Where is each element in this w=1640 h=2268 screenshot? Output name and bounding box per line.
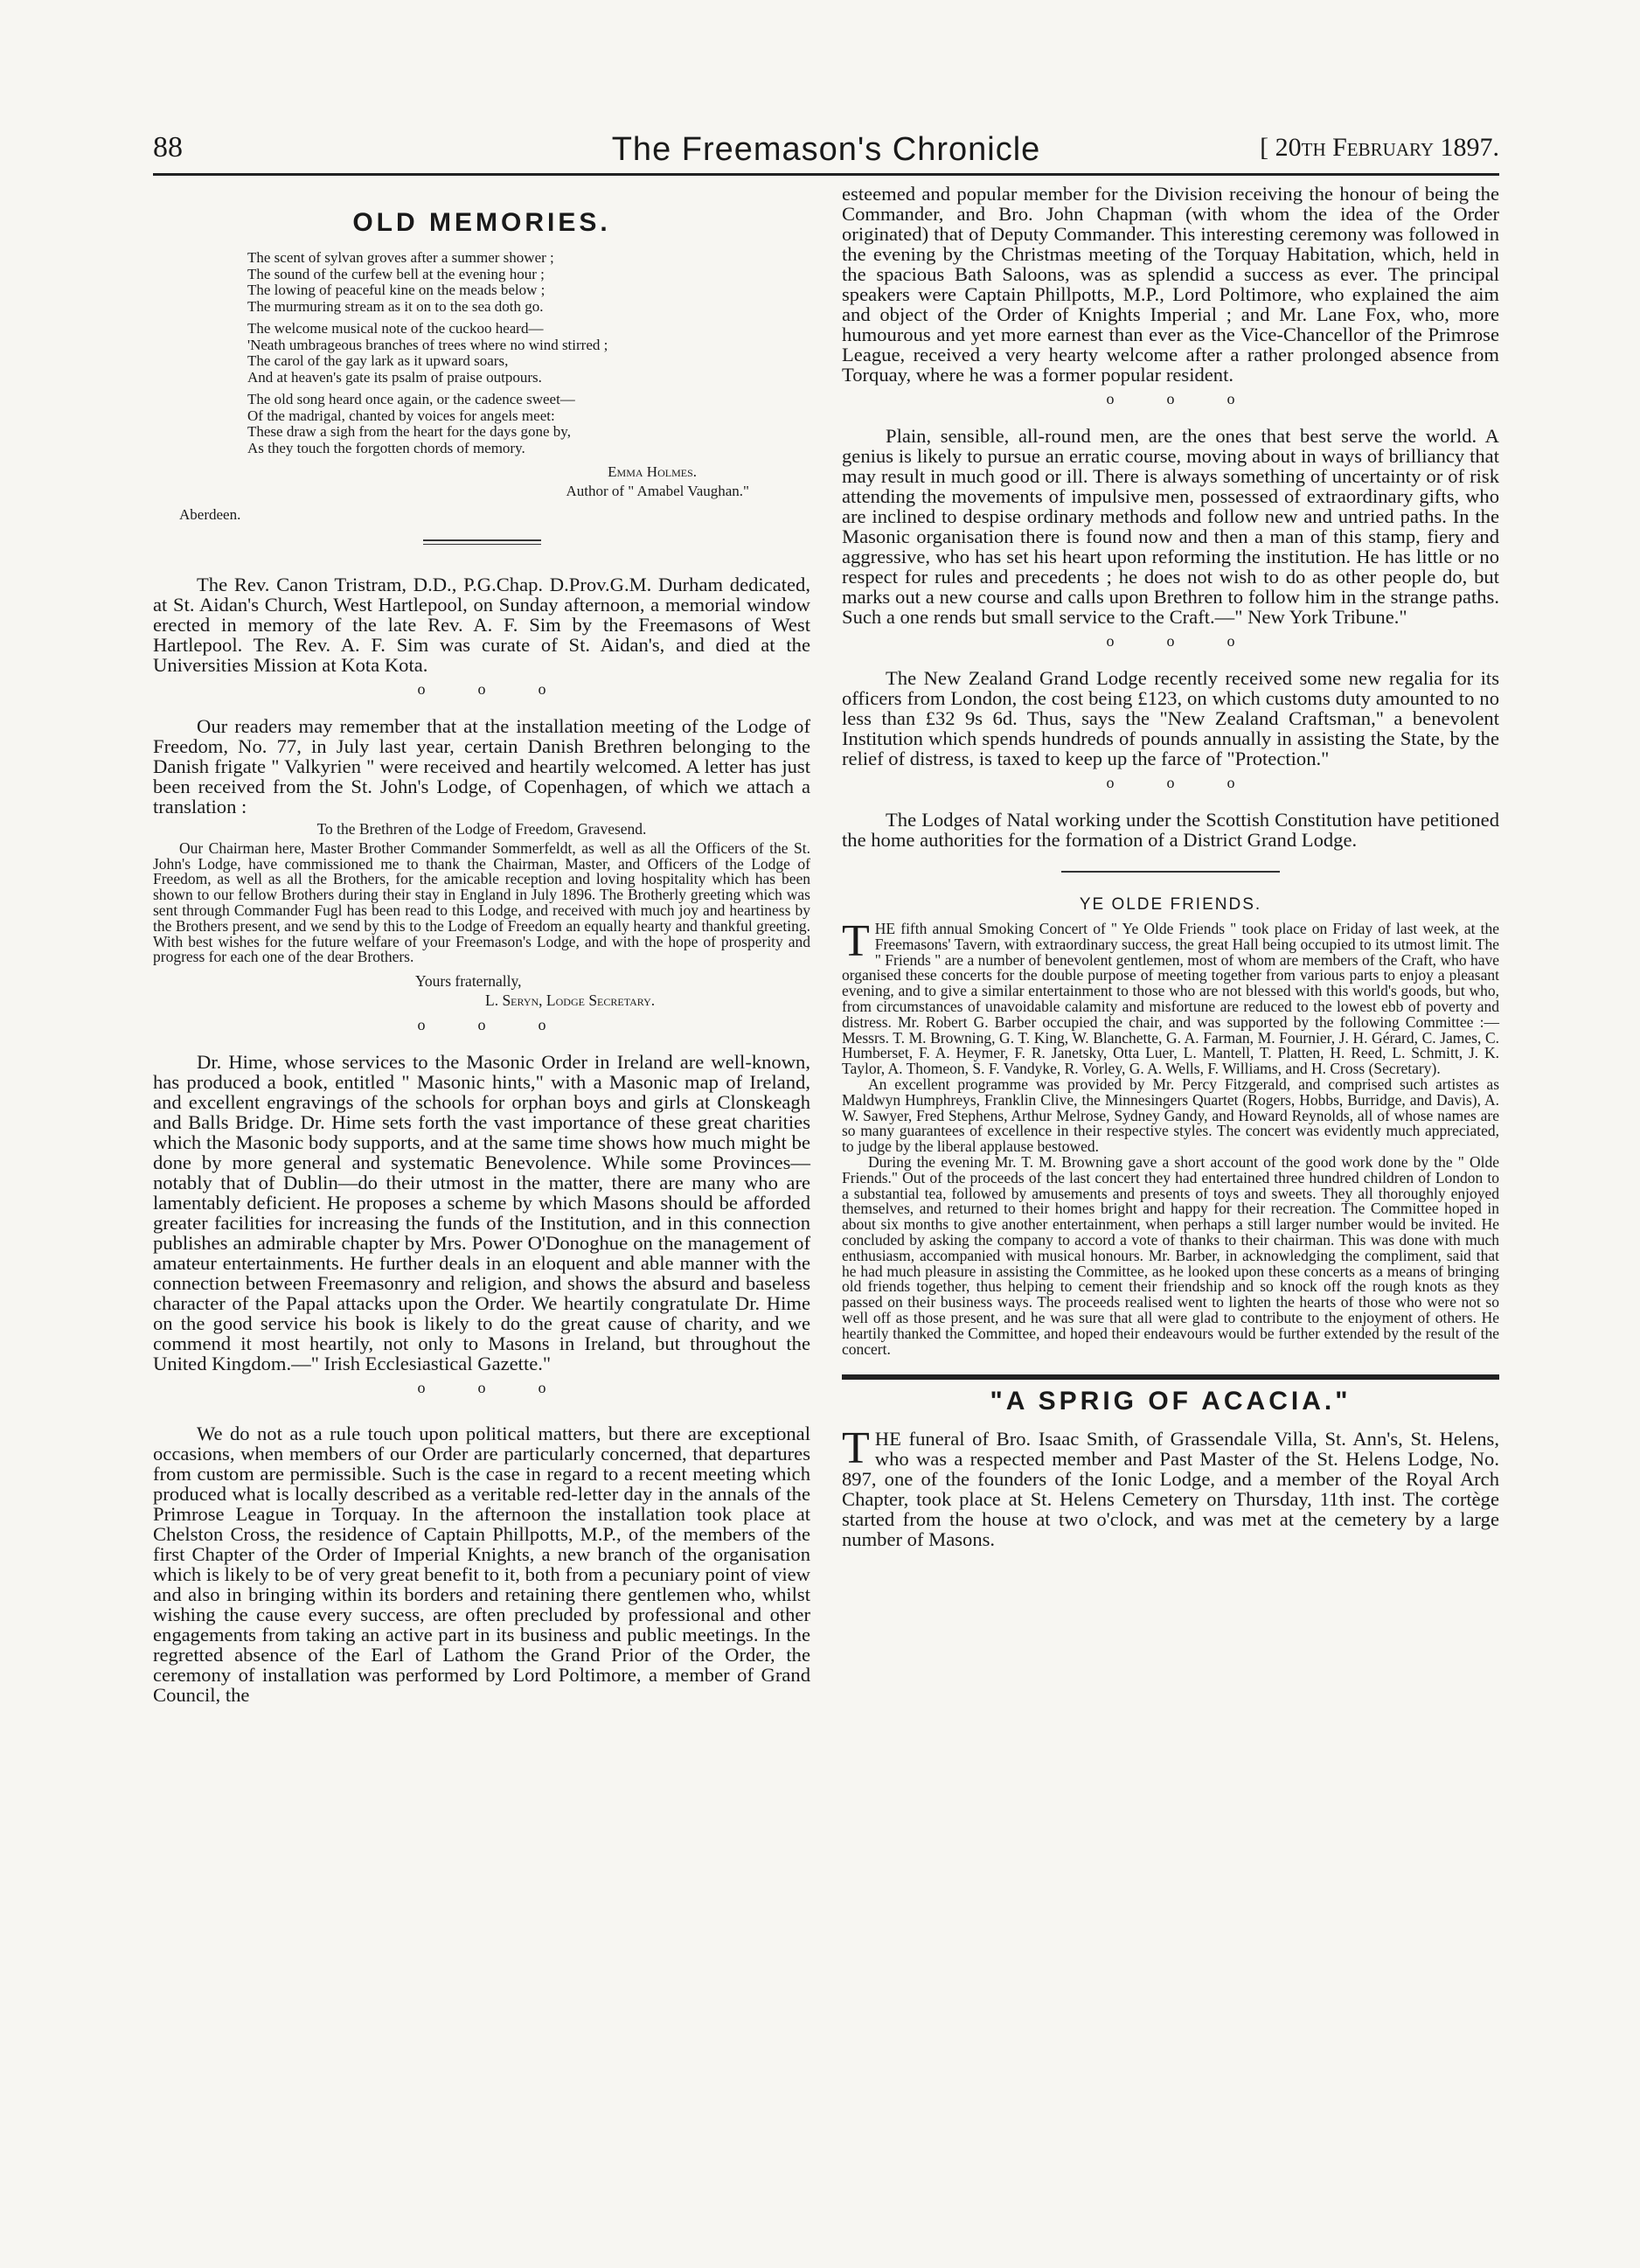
left-column xyxy=(153,184,810,1705)
divider-mark: o xyxy=(477,1015,486,1033)
section-rule xyxy=(423,539,541,545)
divider-mark: o xyxy=(1166,390,1175,407)
article-paragraph: esteemed and popular member for the Division receiving the honour of being the Commander, and Bro. John Chapman (with whom the idea of the Order originated) that of Deputy Commander. This interesting ceremony was followed in the evening by the Christmas meeting of the Torquay Habitation, which, held in the spacious Bath Saloons, was as splendid a success as ever. The principal speakers were Captain Phillpotts, M.P., Lord Poltimore, who explained the aim and object of the Order of Knights Imperial ; and Mr. Lane Fox, who, more humourous and yet more earnest than ever as the Vice-Chancellor of the Primrose League, received a very hearty welcome after a rather prolonged absence from Torquay, where he was a former popular resident. xyxy=(842,183,1499,386)
poem-line: The carol of the gay lark as it upward soars, xyxy=(247,352,509,369)
poem-line: 'Neath umbrageous branches of trees where no wind stirred ; xyxy=(247,336,608,353)
drop-cap: T xyxy=(842,1423,870,1474)
divider-mark: o xyxy=(538,680,546,698)
article-paragraph: The Rev. Canon Tristram, D.D., P.G.Chap. D.Prov.G.M. Durham dedicated, at St. Aidan's Church, West Hartlepool, on Sunday afternoon, a memorial window erected in memory of the late Rev. A. F. Sim by the Freemasons of West Hartlepool. The Rev. A. F. Sim was curate of St. Aidan's, and died at the Universities Mission at Kota Kota. xyxy=(153,574,810,676)
divider-mark: o xyxy=(417,1015,426,1033)
poem-line: The sound of the curfew bell at the evening hour ; xyxy=(247,265,545,282)
divider-mark: o xyxy=(1106,390,1115,407)
divider-mark: o xyxy=(477,680,486,698)
article-paragraph: During the evening Mr. T. M. Browning gave a short account of the good work done by the " Olde Friends." Out of the proceeds of the last concert they had entertained three hundred children of London to a substantial tea, followed by amusements and presents of toys and sweets. They all thoroughly enjoyed themselves, and returned to their homes bright and happy for their recreation. The Committee hoped in about six months to give another entertainment, when perhaps a still larger number would be invited. He concluded by asking the company to accord a vote of thanks to their chairman. This was done with much enthusiasm, accompanied with musical honours. Mr. Barber, in acknowledging the compliment, said that he had much pleasure in assisting the Committee, as he looked upon these concerts as a means of bringing old friends together, thus helping to cement their friendship and so knock off the rough knots as they passed on their business ways. The proceeds realised went to lighten the hearts of those who were not so well off as those present, and he was sure that all were glad to contribute to the enjoyment of others. He heartily thanked the Committee, and hoped their endeavours would be further extended by the result of the concert. xyxy=(842,1152,1499,1358)
divider-mark: o xyxy=(1227,632,1235,650)
ornament-divider xyxy=(842,390,1499,408)
divider-mark: o xyxy=(1227,390,1235,407)
poem-line: The lowing of peaceful kine on the meads below ; xyxy=(247,282,546,298)
article-paragraph: Dr. Hime, whose services to the Masonic Order in Ireland are well-known, has produced a book, entitled " Masonic hints," with a Masonic map of Ireland, and excellent engravings of the schools for orphan boys and girls at Clonskeagh and Balls Bridge. Dr. Hime sets forth the vast importance of these great charities which the Masonic body supports, and at the same time shows how much might be done by more general and systematic Benevolence. While some Provinces—notably that of Dublin—do their utmost in the matter, there are many who are lamentably deficient. He proposes a scheme by which Masons should be afforded greater facilities for increasing the funds of the Institution, and in this connection publishes an admirable chapter by Mrs. Power O'Donoghue on the management of amateur entertainments. He further deals in an eloquent and able manner with the connection between Freemasonry and religion, and shows the absurd and baseless character of the Papal attacks upon the Order. We heartily congratulate Dr. Hime on the good service his book is likely to do the great cause of charity, and we commend it most heartily, not only to Masons in Ireland, but throughout the United Kingdom.—" Irish Ecclesiastical Gazette." xyxy=(153,1050,810,1374)
article-paragraph: The Lodges of Natal working under the Scottish Constitution have petitioned the home authorities for the formation of a District Grand Lodge. xyxy=(842,809,1499,851)
header-rule xyxy=(153,173,1499,176)
divider-mark: o xyxy=(1166,774,1175,791)
poem-line: Of the madrigal, chanted by voices for angels meet: xyxy=(247,407,555,424)
section-title-friends: YE OLDE FRIENDS. xyxy=(1079,895,1262,914)
poem-line: And at heaven's gate its psalm of praise outpours. xyxy=(247,368,542,386)
article-paragraph: Plain, sensible, all-round men, are the ones that best serve the world. A genius is likely to pursue an erratic course, moving about in ways of brilliancy that may result in much good or ill. There is always something of uncertainty or of risk attending the movements of impulsive men, possessed of extraordinary gifts, who are inclined to despise ordinary methods and follow new and untried paths. In the Masonic organisation there is found now and then a man of this stamp, fiery and aggressive, who has set his heart upon reforming the institution. He has little or no respect for rules and precedents ; he does not wish to do as other people do, but marks out a new course and calls upon Brethren to follow him in the strange paths. Such a one rends but small service to the Craft.—" New York Tribune." xyxy=(842,425,1499,628)
divider-mark: o xyxy=(1166,632,1175,650)
poem-line: The old song heard once again, or the cadence sweet— xyxy=(247,391,575,407)
divider-mark: o xyxy=(1106,774,1115,791)
letter-salutation: To the Brethren of the Lodge of Freedom, Gravesend. xyxy=(316,820,647,838)
poem-line: As they touch the forgotten chords of memory. xyxy=(247,439,525,456)
poem-stanza xyxy=(247,392,810,456)
divider-mark: o xyxy=(1227,774,1235,791)
divider-mark: o xyxy=(538,1015,546,1033)
divider-mark: o xyxy=(417,680,426,698)
section-title-acacia: "A SPRIG OF ACACIA." xyxy=(990,1387,1352,1416)
letter-signature: L. Seryn, Lodge Secretary. xyxy=(485,991,656,1009)
divider-mark: o xyxy=(477,1378,486,1396)
article-paragraph: HE fifth annual Smoking Concert of " Ye Olde Friends " took place on Friday of last week, at the Freemasons' Tavern, with extraordinary success, the great Hall being occupied to its utmost limit. The " Friends " are a number of benevolent gentlemen, most of whom are members of the Craft, who have organised these concerts for the double purpose of meeting together from various parts to enjoy a pleasant evening, and to give a similar entertainment to those who are not blessed with this world's goods, but who, from circumstances of unavoidable calamity and misfortune are reduced to the lowest ebb of poverty and distress. Mr. Robert G. Barber occupied the chair, and was supported by the following Committee :—Messrs. T. M. Browning, G. T. King, W. Blanchette, G. A. Farman, M. Fournier, J. H. Gérard, C. James, C. Humberset, F. A. Heymer, F. R. Janetsky, Otta Luer, L. Mantell, T. Platten, H. Reed, L. Schmitt, J. K. Taylor, A. Thomeon, S. F. Vandyke, R. Vorley, G. A. Wells, F. Williams, and H. Cross (Secretary). xyxy=(842,920,1499,1078)
section-rule-thick xyxy=(842,1374,1499,1380)
poem-stanza xyxy=(247,250,810,315)
ornament-divider xyxy=(153,680,810,699)
divider-mark: o xyxy=(1106,632,1115,650)
section-rule xyxy=(1061,871,1280,873)
poem-stanza xyxy=(247,321,810,386)
poem xyxy=(247,250,810,456)
poem-line: The murmuring stream as it on to the sea doth go. xyxy=(247,297,544,315)
poem-title: OLD MEMORIES. xyxy=(352,208,611,237)
publication-title: The Freemason's Chronicle xyxy=(611,131,1041,168)
poem-author-note: Author of " Amabel Vaughan." xyxy=(566,483,749,499)
letter-closing: Yours fraternally, xyxy=(415,972,522,991)
article-paragraph: We do not as a rule touch upon political matters, but there are exceptional occasions, when members of our Order are particularly concerned, that departures from custom are permissible. Such is the case in regard to a recent meeting which produced what is locally described as a veritable red-letter day in the annals of the Primrose League in Torquay. In the afternoon the installation took place at Chelston Cross, the residence of Captain Phillpotts, M.P., of the members of the first Chapter of the Order of Imperial Knights, a new branch of the organisation which is likely to be of very great benefit to it, both from a pecuniary point of view and also in bringing within its borders and retaining there gentlemen who, whilst wishing the cause every success, are often precluded by professional and other engagements from taking an active part in its business and public meetings. In the regretted absence of the Earl of Lathom the Grand Prior of the Order, the ceremony of installation was performed by Lord Poltimore, a member of Grand Council, the xyxy=(153,1422,810,1706)
drop-cap: T xyxy=(842,916,870,966)
poem-place: Aberdeen. xyxy=(179,506,241,523)
right-column xyxy=(842,184,1499,1549)
issue-date: [ 20th February 1897. xyxy=(1260,133,1499,162)
article-paragraph: HE funeral of Bro. Isaac Smith, of Grassendale Villa, St. Ann's, St. Helens, who was a respected member and Past Master of the St. Helens Lodge, No. 897, one of the founders of the Ionic Lodge, and a member of the Royal Arch Chapter, took place at St. Helens Cemetery on Thursday, 11th inst. The cortège started from the house at two o'clock, and was met at the cemetery by a large number of Masons. xyxy=(842,1428,1499,1551)
letter-body: Our Chairman here, Master Brother Commander Sommerfeldt, as well as all the Officers of the St. John's Lodge, have commissioned me to thank the Chairman, Master, and Officers of the Lodge of Freedom, as well as all the Brothers, for the amicable reception and loving hospitality which has been shown to our fellow Brothers during their stay in England in July 1896. The Brotherly greeting which was sent through Commander Fugl has been read to this Lodge, and received with much joy and heartiness by the Brothers present, and we send by this to the Lodge of Freedom an equally hearty and thankful greeting. With best wishes for the future welfare of your Freemason's Lodge, and with the hope of prosperity and progress for each one of the dear Brothers. xyxy=(153,838,810,966)
ornament-divider xyxy=(842,774,1499,792)
page-number: 88 xyxy=(153,131,183,163)
page-header xyxy=(153,131,1499,173)
poem-line: The scent of sylvan groves after a summer shower ; xyxy=(247,249,554,266)
ornament-divider xyxy=(153,1379,810,1397)
article-paragraph: An excellent programme was provided by Mr. Percy Fitzgerald, and comprised such artistes as Maldwyn Humphreys, Franklin Clive, the Minnesingers Quartet (Rogers, Hobbs, Burridge, and Davis), A. W. Sawyer, Fred Stephens, Arthur Melrose, Sydney Gandy, and Howard Reynolds, all of whose names are so many guarantees of excellence in their respective styles. The concert was evidently much appreciated, to judge by the liberal applause bestowed. xyxy=(842,1075,1499,1156)
article-paragraph: Our readers may remember that at the installation meeting of the Lodge of Freedom, No. 77, in July last year, certain Danish Brethren belonging to the Danish frigate " Valkyrien " were received and heartily welcomed. A letter has just been received from the St. John's Lodge, of Copenhagen, of which we attach a translation : xyxy=(153,715,810,817)
divider-mark: o xyxy=(538,1378,546,1396)
poem-line: The welcome musical note of the cuckoo heard— xyxy=(247,320,544,337)
article-paragraph: The New Zealand Grand Lodge recently received some new regalia for its officers from London, the cost being £123, on which customs duty amounted to no less than £32 9s 6d. Thus, says the "New Zealand Craftsman," a benevolent Institution which spends hundreds of pounds annually in assisting the State, by the relief of distress, is taxed to keep up the farce of "Protection." xyxy=(842,667,1499,769)
divider-mark: o xyxy=(417,1378,426,1396)
poem-line: These draw a sigh from the heart for the days gone by, xyxy=(247,423,571,440)
ornament-divider xyxy=(842,632,1499,650)
ornament-divider xyxy=(153,1016,810,1034)
poem-author: Emma Holmes. xyxy=(608,463,697,480)
